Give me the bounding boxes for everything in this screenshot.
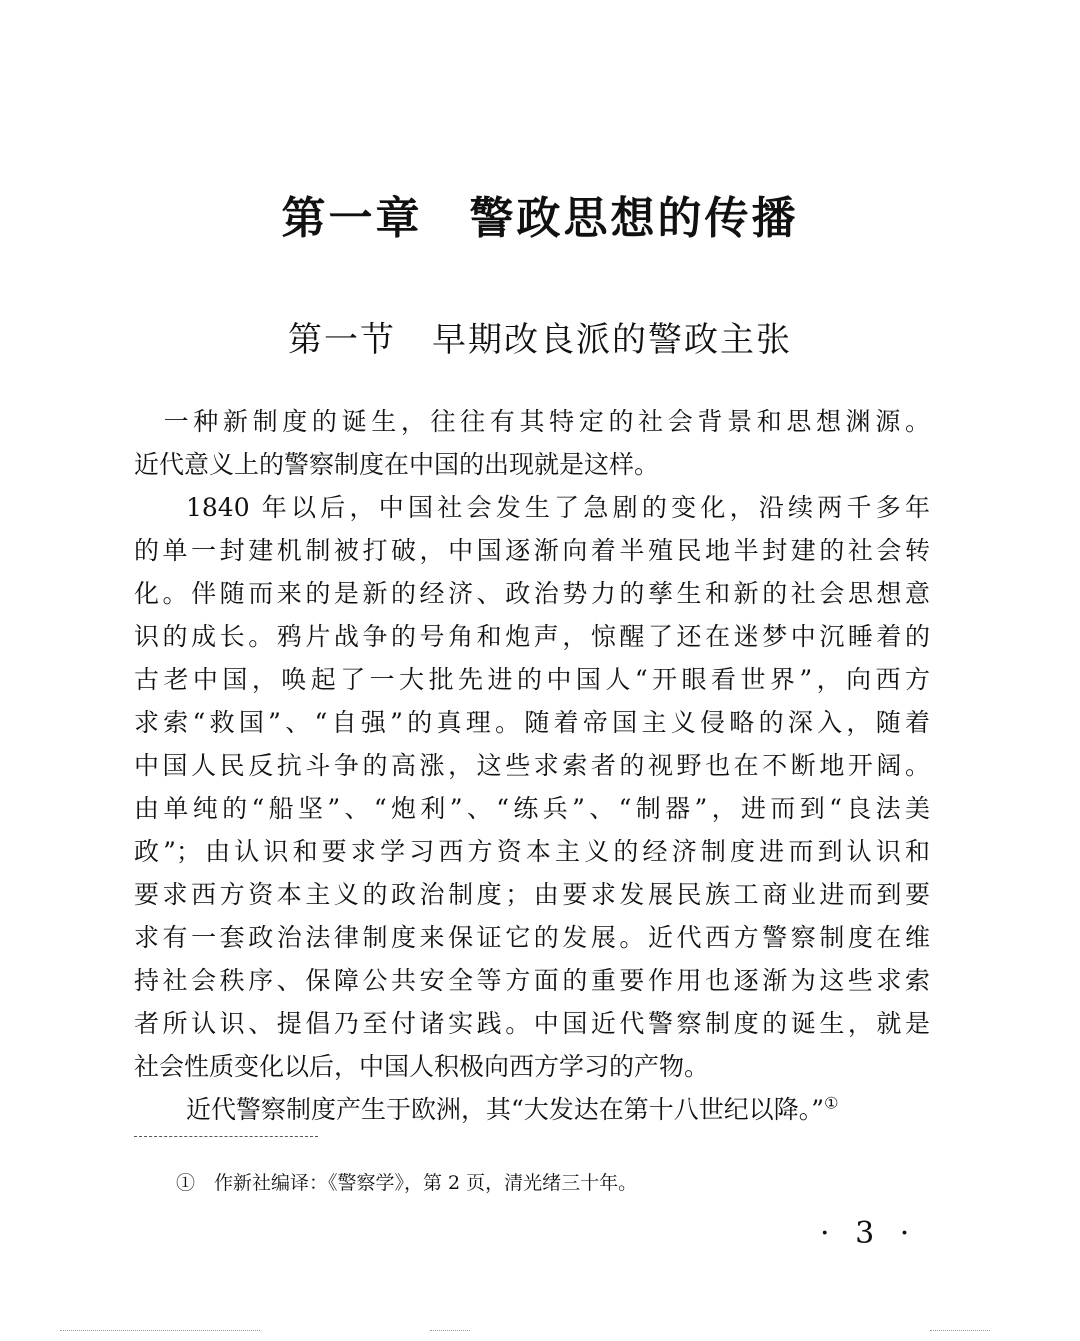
text-line: 要求西方资本主义的政治制度；由要求发展民族工商业进而到要 xyxy=(134,880,930,909)
text-line: 近代意义上的警察制度在中国的出现就是这样。 xyxy=(134,450,660,479)
text-line-content: 近代警察制度产生于欧洲，其“大发达在第十八世纪以降。” xyxy=(186,1095,825,1124)
text-line: 中国人民反抗斗争的高涨，这些求索者的视野也在不断地开阔。 xyxy=(134,751,930,780)
text-line: 一种新制度的诞生，往往有其特定的社会背景和思想渊源。 xyxy=(134,407,930,436)
scan-artifact xyxy=(430,1330,470,1333)
text-line: 求索“救国”、“自强”的真理。随着帝国主义侵略的深入，随着 xyxy=(134,708,930,737)
page-number: · 3 · xyxy=(820,1216,918,1251)
text-line: 求有一套政治法律制度来保证它的发展。近代西方警察制度在维 xyxy=(134,923,930,952)
text-line: 1840 年以后，中国社会发生了急剧的变化，沿续两千多年 xyxy=(186,493,930,522)
scan-artifact xyxy=(930,1330,990,1333)
text-line-last xyxy=(134,1088,930,1131)
text-line: 由单纯的“船坚”、“炮利”、“练兵”、“制器”，进而到“良法美 xyxy=(134,794,930,823)
text-line: 者所认识、提倡乃至付诸实践。中国近代警察制度的诞生，就是 xyxy=(134,1009,930,1038)
text-line: 持社会秩序、保障公共安全等方面的重要作用也逐渐为这些求索 xyxy=(134,966,930,995)
text-line: 化。伴随而来的是新的经济、政治势力的孳生和新的社会思想意 xyxy=(134,579,930,608)
text-line: 政”；由认识和要求学习西方资本主义的经济制度进而到认识和 xyxy=(134,837,930,866)
footnote-divider xyxy=(134,1136,318,1137)
footnote-reference[interactable]: ① xyxy=(824,1093,839,1113)
footnote: ① 作新社编译：《警察学》，第 2 页，清光绪三十年。 xyxy=(176,1172,638,1194)
text-line: 的单一封建机制被打破，中国逐渐向着半殖民地半封建的社会转 xyxy=(134,536,930,565)
scan-artifact xyxy=(60,1330,260,1333)
text-line: 识的成长。鸦片战争的号角和炮声，惊醒了还在迷梦中沉睡着的 xyxy=(134,622,930,651)
text-line: 社会性质变化以后，中国人积极向西方学习的产物。 xyxy=(134,1052,710,1081)
body-text xyxy=(134,400,930,1131)
text-line: 古老中国，唤起了一大批先进的中国人“开眼看世界”，向西方 xyxy=(134,665,930,694)
chapter-title: 第一章 警政思想的传播 xyxy=(281,193,799,244)
section-title: 第一节 早期改良派的警政主张 xyxy=(288,320,792,360)
